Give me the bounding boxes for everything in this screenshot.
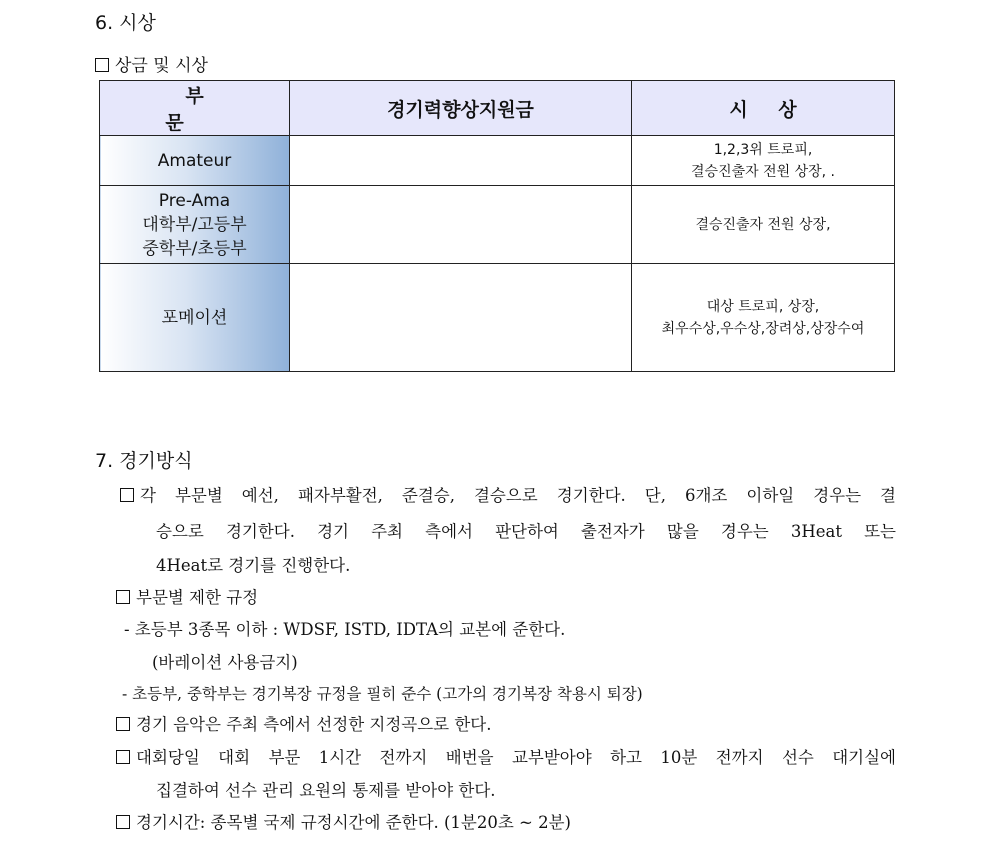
award-line: 최우수상,우수상,장려상,상장수여 — [661, 320, 865, 337]
fund-cell — [290, 186, 632, 264]
award-cell — [632, 136, 895, 186]
rule-item-5-text: 경기시간: 종목별 국제 규정시간에 준한다. (1분20초 ~ 2분) — [136, 813, 571, 832]
fund-cell — [290, 264, 632, 372]
table-row — [100, 264, 895, 372]
category-formation: 포메이션 — [161, 307, 228, 328]
rule-item-4-text: 대회당일 대회 부문 1시간 전까지 배번을 교부받아야 하고 10분 전까지 선수 대기실에 — [136, 748, 896, 767]
category-cell — [100, 136, 290, 186]
section-6-heading: 6. 시상 — [95, 12, 156, 34]
checkbox-square-icon — [116, 717, 130, 731]
header-division: 부 문 — [100, 81, 290, 136]
checkbox-square-icon — [95, 58, 109, 72]
fund-cell — [290, 136, 632, 186]
category-amateur: Amateur — [157, 150, 232, 171]
table-row — [100, 186, 895, 264]
rule-item-4 — [116, 740, 896, 776]
category-cell — [100, 264, 290, 372]
rule-item-1-line-2: 승으로 경기한다. 경기 주최 측에서 판단하여 출전자가 많을 경우는 3Heat 또는 — [156, 522, 896, 541]
header-fund: 경기력향상지원금 — [290, 81, 632, 136]
award-line: 결승진출자 전원 상장, — [695, 216, 831, 233]
category-pre-ama: Pre-Ama — [158, 190, 231, 211]
rule-item-3-text: 경기 음악은 주최 측에서 선정한 지정곡으로 한다. — [136, 715, 492, 734]
category-cell — [100, 186, 290, 264]
rule-item-4-line-2: 집결하여 선수 관리 요원의 통제를 받아야 한다. — [156, 781, 496, 800]
category-univ-high: 대학부/고등부 — [142, 214, 247, 235]
awards-subheading — [95, 51, 208, 76]
rule-item-4-line — [116, 740, 896, 776]
awards-table — [99, 80, 895, 372]
section-7-heading: 7. 경기방식 — [95, 450, 193, 472]
rule-item-2-detail-2: - 초등부, 중학부는 경기복장 규정을 필히 준수 (고가의 경기복장 착용시 퇴장) — [122, 685, 643, 703]
award-cell — [632, 264, 895, 372]
table-row — [100, 136, 895, 186]
rule-item-3 — [116, 707, 492, 743]
award-cell — [632, 186, 895, 264]
rule-item-1 — [120, 478, 896, 514]
rule-item-2 — [116, 580, 258, 616]
awards-subheading-label: 상금 및 시상 — [115, 56, 208, 76]
checkbox-square-icon — [116, 590, 130, 604]
rule-item-2-detail-1b: (바레이션 사용금지) — [152, 653, 298, 672]
rule-item-1-line — [120, 478, 896, 514]
table-header-row — [100, 81, 895, 136]
award-line: 결승진출자 전원 상장, . — [691, 163, 835, 180]
award-line: 대상 트로피, 상장, — [706, 298, 820, 315]
rule-item-1-text: 각 부문별 예선, 패자부활전, 준결승, 결승으로 경기한다. 단, 6개조 이하일 경우는 결 — [140, 486, 896, 505]
rule-item-5 — [116, 805, 571, 841]
rule-item-2-text: 부문별 제한 규정 — [136, 588, 259, 607]
header-awards: 시 상 — [632, 81, 895, 136]
checkbox-square-icon — [116, 750, 130, 764]
checkbox-square-icon — [116, 815, 130, 829]
checkbox-square-icon — [120, 488, 134, 502]
rule-item-1-line-3: 4Heat로 경기를 진행한다. — [156, 556, 351, 575]
award-line: 1,2,3위 트로피, — [713, 141, 813, 158]
rule-item-2-detail-1: - 초등부 3종목 이하 : WDSF, ISTD, IDTA의 교본에 준한다. — [124, 620, 566, 639]
category-middle-elem: 중학부/초등부 — [142, 238, 247, 259]
